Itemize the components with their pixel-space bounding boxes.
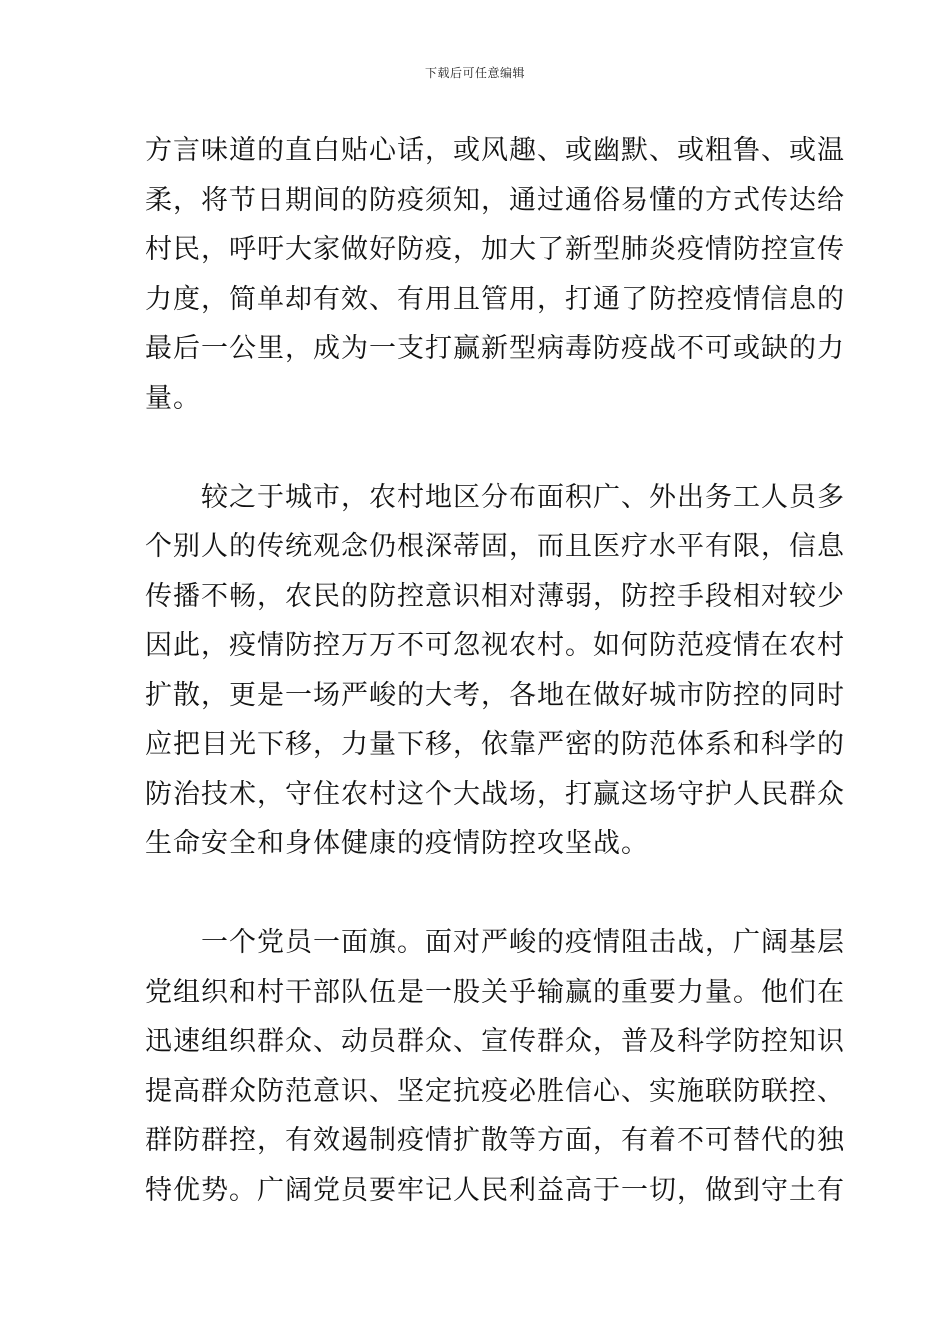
text-line: 扩散，更是一场严峻的大考，各地在做好城市防控的同时 bbox=[145, 679, 845, 711]
text-line: 力度，简单却有效、有用且管用，打通了防控疫情信息的 bbox=[145, 283, 845, 315]
text-line: 较之于城市，农村地区分布面积广、外出务工人员多 bbox=[201, 481, 845, 513]
paragraph-gap bbox=[145, 423, 807, 473]
text-line: 迅速组织群众、动员群众、宣传群众，普及科学防控知识 bbox=[145, 1026, 845, 1057]
text-line: 村民，呼吁大家做好防疫，加大了新型肺炎疫情防控宣传 bbox=[145, 234, 845, 265]
paragraph-2 bbox=[145, 473, 845, 869]
header-note: 下载后可任意编辑 bbox=[424, 66, 525, 80]
paragraph-gap bbox=[145, 869, 807, 919]
paragraph-1 bbox=[145, 126, 845, 423]
text-line: 应把目光下移，力量下移，依靠严密的防范体系和科学的 bbox=[145, 729, 845, 760]
text-line: 因此，疫情防控万万不可忽视农村。如何防范疫情在农村 bbox=[145, 630, 845, 661]
text-line: 最后一公里，成为一支打赢新型病毒防疫战不可或缺的力 bbox=[145, 333, 845, 364]
text-line: 传播不畅，农民的防控意识相对薄弱，防控手段相对较少 bbox=[145, 580, 845, 612]
text-line: 提高群众防范意识、坚定抗疫必胜信心、实施联防联控、 bbox=[145, 1075, 845, 1107]
text-line: 方言味道的直白贴心话，或风趣、或幽默、或粗鲁、或温 bbox=[145, 135, 845, 166]
text-line: 一个党员一面旗。面对严峻的疫情阻击战，广阔基层 bbox=[201, 927, 845, 958]
paragraph-3 bbox=[145, 918, 845, 1215]
text-line: 个别人的传统观念仍根深蒂固，而且医疗水平有限，信息 bbox=[145, 531, 845, 562]
text-line: 群防群控，有效遏制疫情扩散等方面，有着不可替代的独 bbox=[145, 1125, 845, 1156]
body-text bbox=[145, 126, 845, 1215]
text-line: 特优势。广阔党员要牢记人民利益高于一切，做到守土有 bbox=[145, 1174, 845, 1206]
text-line: 生命安全和身体健康的疫情防控攻坚战。 bbox=[145, 828, 649, 859]
text-line: 柔，将节日期间的防疫须知，通过通俗易懂的方式传达给 bbox=[145, 184, 845, 216]
text-line: 防治技术，守住农村这个大战场，打赢这场守护人民群众 bbox=[145, 778, 845, 810]
text-line: 量。 bbox=[145, 382, 201, 414]
text-line: 党组织和村干部队伍是一股关乎输赢的重要力量。他们在 bbox=[145, 976, 845, 1008]
